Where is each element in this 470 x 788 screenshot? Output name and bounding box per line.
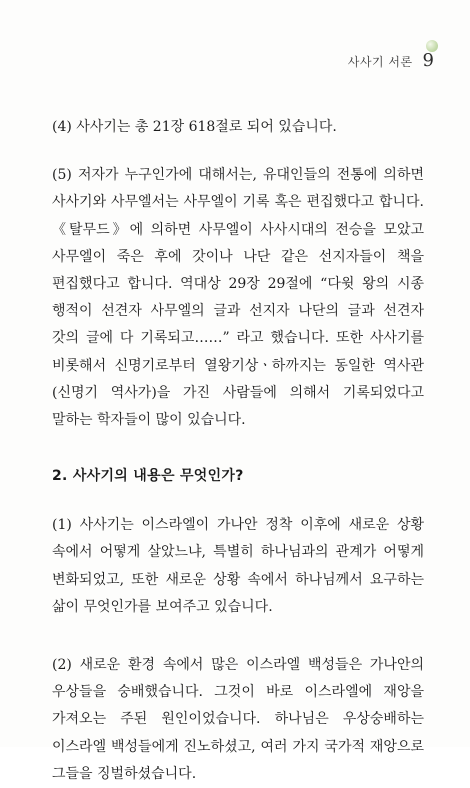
page-body: [52, 114, 424, 788]
page-header: [348, 50, 434, 71]
page-number: 9: [422, 50, 434, 71]
paragraph-5: (5) 저자가 누구인가에 대해서는, 유대인들의 전통에 의하면 사사기와 사무엘서는 사무엘이 기록 혹은 편집했다고 합니다. 《탈무드》에 의하면 사무엘이 사사시대의 전승을 모았고 사무엘이 죽은 후에 갓이나 나단 같은 선지자들이 책을 편집했다고 합니다. 역대상 29장 29절에 “다윗 왕의 시종 행적이 선견자 사무엘의 글과 선지자 나단의 글과 선견자 갓의 글에 다 기록되고……” 라고 했습니다. 또한 사사기를 비롯해서 신명기로부터 열왕기상ㆍ하까지는 동일한 역사관(신명기 역사가)을 가진 사람들에 의해서 기록되었다고 말하는 학자들이 많이 있습니다.: [52, 167, 424, 429]
section-heading: 2. 사사기의 내용은 무엇인가?: [52, 468, 244, 485]
paragraph-4: (4) 사사기는 총 21장 618절로 되어 있습니다.: [52, 119, 337, 135]
paragraph-content-1: (1) 사사기는 이스라엘이 가나안 정착 이후에 새로운 상황 속에서 어떻게 살았느냐, 특별히 하나님과의 관계가 어떻게 변화되었고, 또한 새로운 상황 속에서 하나님께서 요구하는 삶이 무엇인가를 보여주고 있습니다.: [52, 517, 424, 615]
running-title: 사사기 서론: [347, 55, 413, 69]
paragraph-content-2: (2) 새로운 환경 속에서 많은 이스라엘 백성들은 가나안의 우상들을 숭배했습니다. 그것이 바로 이스라엘에 재앙을 가져오는 주된 원인이었습니다. 하나님은 우상숭배하는 이스라엘 백성들에게 진노하셨고, 여러 가지 국가적 재앙으로 그들을 징벌하셨습니다.: [52, 657, 424, 782]
